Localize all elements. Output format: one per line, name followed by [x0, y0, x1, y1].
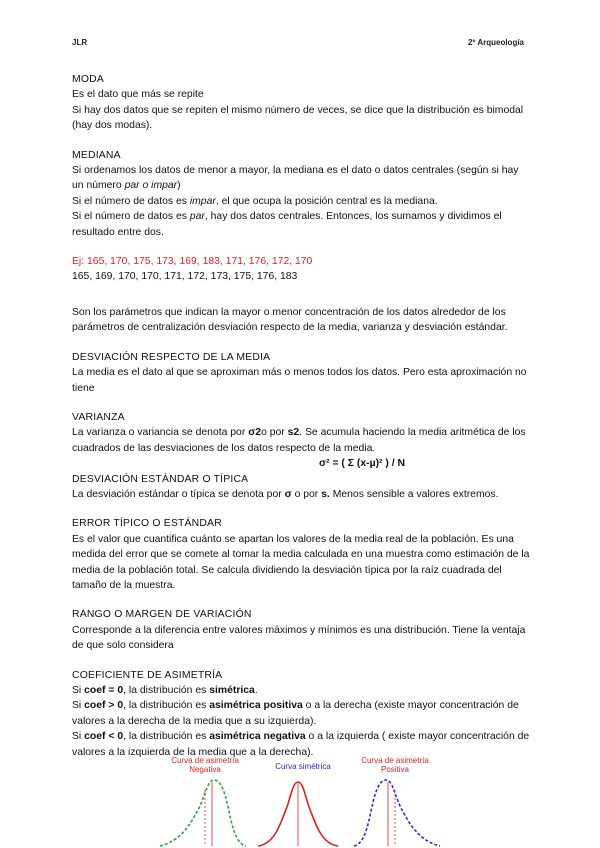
estandar-text: La desviación estándar o típica se denota por σ o por s. Menos sensible a valores extremos. [72, 488, 499, 500]
section-title-desviacion: DESVIACIÓN RESPECTO DE LA MEDIA [72, 351, 271, 363]
asimetria-line-3: Si coef < 0, la distribución es asimétrica negativa o a la izquierda ( existe mayor concentración de valores a la izquierda de la media que a la derecha). [72, 731, 530, 758]
section-title-moda: MODA [72, 74, 104, 85]
skewness-curves-figure [150, 756, 450, 848]
symmetric-curve-label: Curva simétrica [275, 762, 331, 771]
negative-curve-label: Curva de asimetría Negativa [171, 756, 239, 774]
rango-text: Corresponde a la diferencia entre valores máximos y mínimos es una distribución. Tiene la ventaja de que solo considera [72, 624, 526, 652]
section-title-error: ERROR TÍPICO O ESTÁNDAR [72, 518, 222, 530]
header-author: JLR [72, 38, 88, 47]
dispersion-intro: Son los parámetros que indican la mayor o menor concentración de los datos alrededor de los parámetros de centralización desviación respecto de la media, varianza y desviación estándar. [72, 306, 508, 334]
positive-skew-curve [354, 780, 440, 846]
section-title-mediana: MEDIANA [72, 149, 121, 161]
section-title-varianza: VARIANZA [72, 411, 125, 423]
varianza-formula: σ² = ( Σ (x-µ)² ) / N [319, 458, 405, 470]
example-sorted: 165, 169, 170, 170, 171, 172, 173, 175, 176, 183 [72, 271, 298, 283]
desviacion-text: La media es el dato al que se aproximan más o menos todos los datos. Pero esta aproximación no tiene [72, 367, 527, 394]
curves-svg [150, 756, 450, 848]
section-title-asimetria: COEFICIENTE DE ASIMETRÍA [72, 669, 223, 681]
mediana-paragraph-2: Si el número de datos es impar, el que ocupa la posición central es la mediana. [72, 195, 438, 207]
moda-line-1: Es el dato que más se repite [72, 89, 204, 101]
negative-skew-curve [160, 780, 246, 846]
section-title-estandar: DESVIACIÓN ESTÁNDAR O TÍPICA [72, 473, 249, 485]
asimetria-line-2: Si coef > 0, la distribución es asimétrica positiva o a la derecha (existe mayor concentración de valores a la derecha de la media que a su izquierda). [72, 700, 519, 727]
error-text: Es el valor que cuantifica cuánto se apartan los valores de la media real de la población. Es una medida del error que se comete al tomar la media calculada en una muestra como estimación de la media de la población total. Se calcula dividiendo la desviación típica por la raíz cuadrada del tamaño de la muestra. [72, 533, 530, 591]
document-body [72, 72, 532, 760]
example-unsorted: Ej: 165, 170, 175, 173, 169, 183, 171, 176, 172, 170 [72, 256, 313, 268]
mediana-paragraph-3: Si el número de datos es par, hay dos datos centrales. Entonces, los sumamos y dividimos el resultado entre dos. [72, 211, 502, 238]
moda-line-2: Si hay dos datos que se repiten el mismo número de veces, se dice que la distribución es bimodal (hay dos modas). [72, 104, 524, 132]
mediana-paragraph-1: Si ordenamos los datos de menor a mayor, la mediana es el dato o datos centrales (según si hay un número par o impar) [72, 165, 519, 192]
varianza-text: La varianza o variancia se denota por σ2o por s2. Se acumula haciendo la media aritmética de los cuadrados de las desviaciones de los datos respecto de la media. [72, 427, 526, 454]
asimetria-line-1: Si coef = 0, la distribución es simétrica. [72, 685, 258, 696]
header-course: 2º Arqueología [468, 38, 524, 47]
section-title-rango: RANGO O MARGEN DE VARIACIÓN [72, 609, 252, 621]
positive-curve-label: Curva de asimetría Positiva [361, 756, 429, 774]
